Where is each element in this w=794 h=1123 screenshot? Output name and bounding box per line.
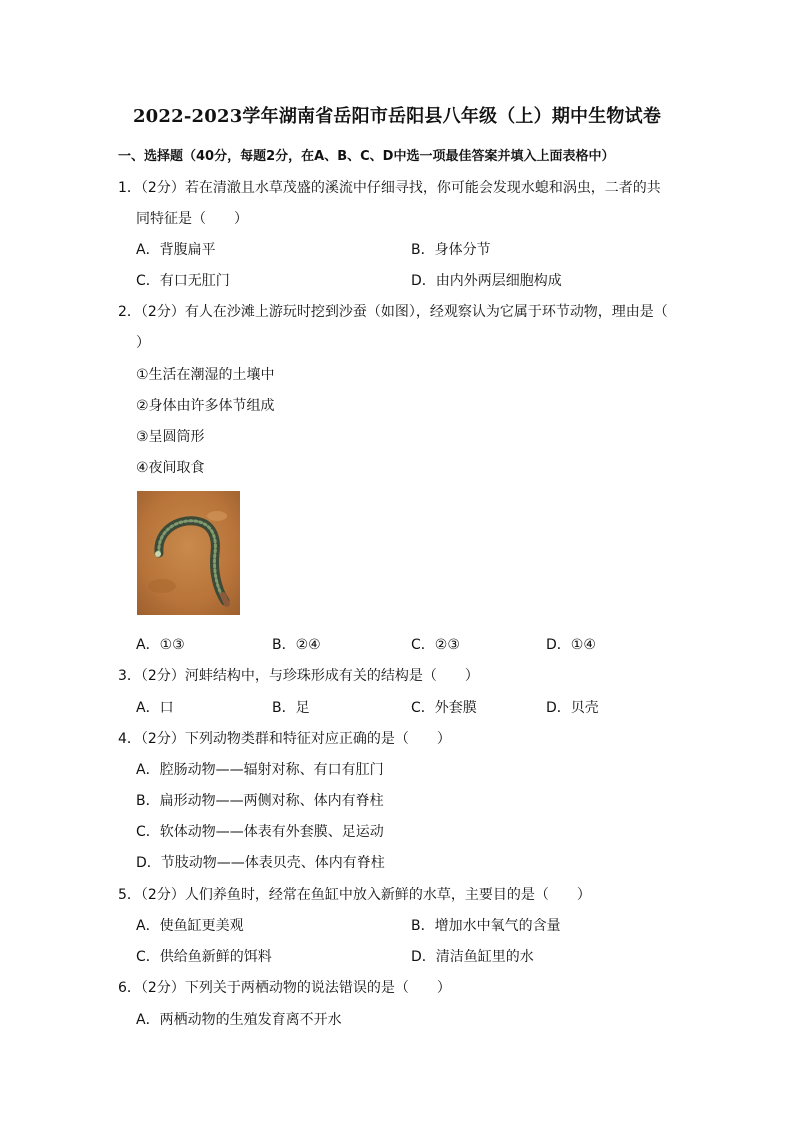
question-2-option-a: A．①③ <box>136 637 185 653</box>
question-3-stem: 3．（2分）河蚌结构中，与珍珠形成有关的结构是（ ） <box>118 668 479 684</box>
question-5-option-d: D．清洁鱼缸里的水 <box>411 949 534 965</box>
question-5-option-c: C．供给鱼新鲜的饵料 <box>136 949 272 965</box>
question-5-option-b: B．增加水中氧气的含量 <box>411 918 561 934</box>
question-2-option-b: B．②④ <box>272 637 321 653</box>
question-1-option-c: C．有口无肛门 <box>136 273 230 289</box>
question-2-stem-line-1: 2．（2分）有人在沙滩上游玩时挖到沙蚕（如图），经观察认为它属于环节动物，理由是（ <box>118 304 668 320</box>
question-2-statement-4: ④夜间取食 <box>136 460 205 476</box>
question-1-option-d: D．由内外两层细胞构成 <box>411 273 562 289</box>
question-1-stem-line-1: 1．（2分）若在清澈且水草茂盛的溪流中仔细寻找，你可能会发现水螅和涡虫，二者的共 <box>118 180 661 196</box>
question-2-statement-2: ②身体由许多体节组成 <box>136 398 275 414</box>
question-2-option-c: C．②③ <box>411 637 460 653</box>
section-heading: 一、选择题（40分，每题2分，在A、B、C、D中选一项最佳答案并填入上面表格中） <box>118 149 615 164</box>
question-1-option-a: A．背腹扁平 <box>136 242 216 258</box>
question-1-stem-line-2: 同特征是（ ） <box>136 211 248 227</box>
question-5-stem: 5．（2分）人们养鱼时，经常在鱼缸中放入新鲜的水草，主要目的是（ ） <box>118 887 591 903</box>
question-4-option-b: B．扁形动物——两侧对称、体内有脊柱 <box>136 793 384 809</box>
question-3-option-a: A．口 <box>136 700 174 716</box>
question-6-stem: 6．（2分）下列关于两栖动物的说法错误的是（ ） <box>118 980 451 996</box>
question-3-option-b: B．足 <box>272 700 310 716</box>
question-1-option-b: B．身体分节 <box>411 242 491 258</box>
question-5-option-a: A．使鱼缸更美观 <box>136 918 244 934</box>
question-2-statement-1: ①生活在潮湿的土壤中 <box>136 367 275 383</box>
question-4-option-a: A．腔肠动物——辐射对称、有口有肛门 <box>136 762 384 778</box>
question-6-option-a: A．两栖动物的生殖发育离不开水 <box>136 1012 342 1028</box>
question-2-statement-3: ③呈圆筒形 <box>136 429 205 445</box>
question-3-option-c: C．外套膜 <box>411 700 477 716</box>
page-title: 2022-2023学年湖南省岳阳市岳阳县八年级（上）期中生物试卷 <box>132 106 662 127</box>
question-4-option-c: C．软体动物——体表有外套膜、足运动 <box>136 824 384 840</box>
question-2-stem-line-2: ） <box>136 335 150 351</box>
question-3-option-d: D．贝壳 <box>546 700 599 716</box>
sandworm-photo <box>137 491 240 615</box>
question-4-stem: 4．（2分）下列动物类群和特征对应正确的是（ ） <box>118 731 451 747</box>
question-2-option-d: D．①④ <box>546 637 596 653</box>
question-4-option-d: D．节肢动物——体表贝壳、体内有脊柱 <box>136 855 385 871</box>
